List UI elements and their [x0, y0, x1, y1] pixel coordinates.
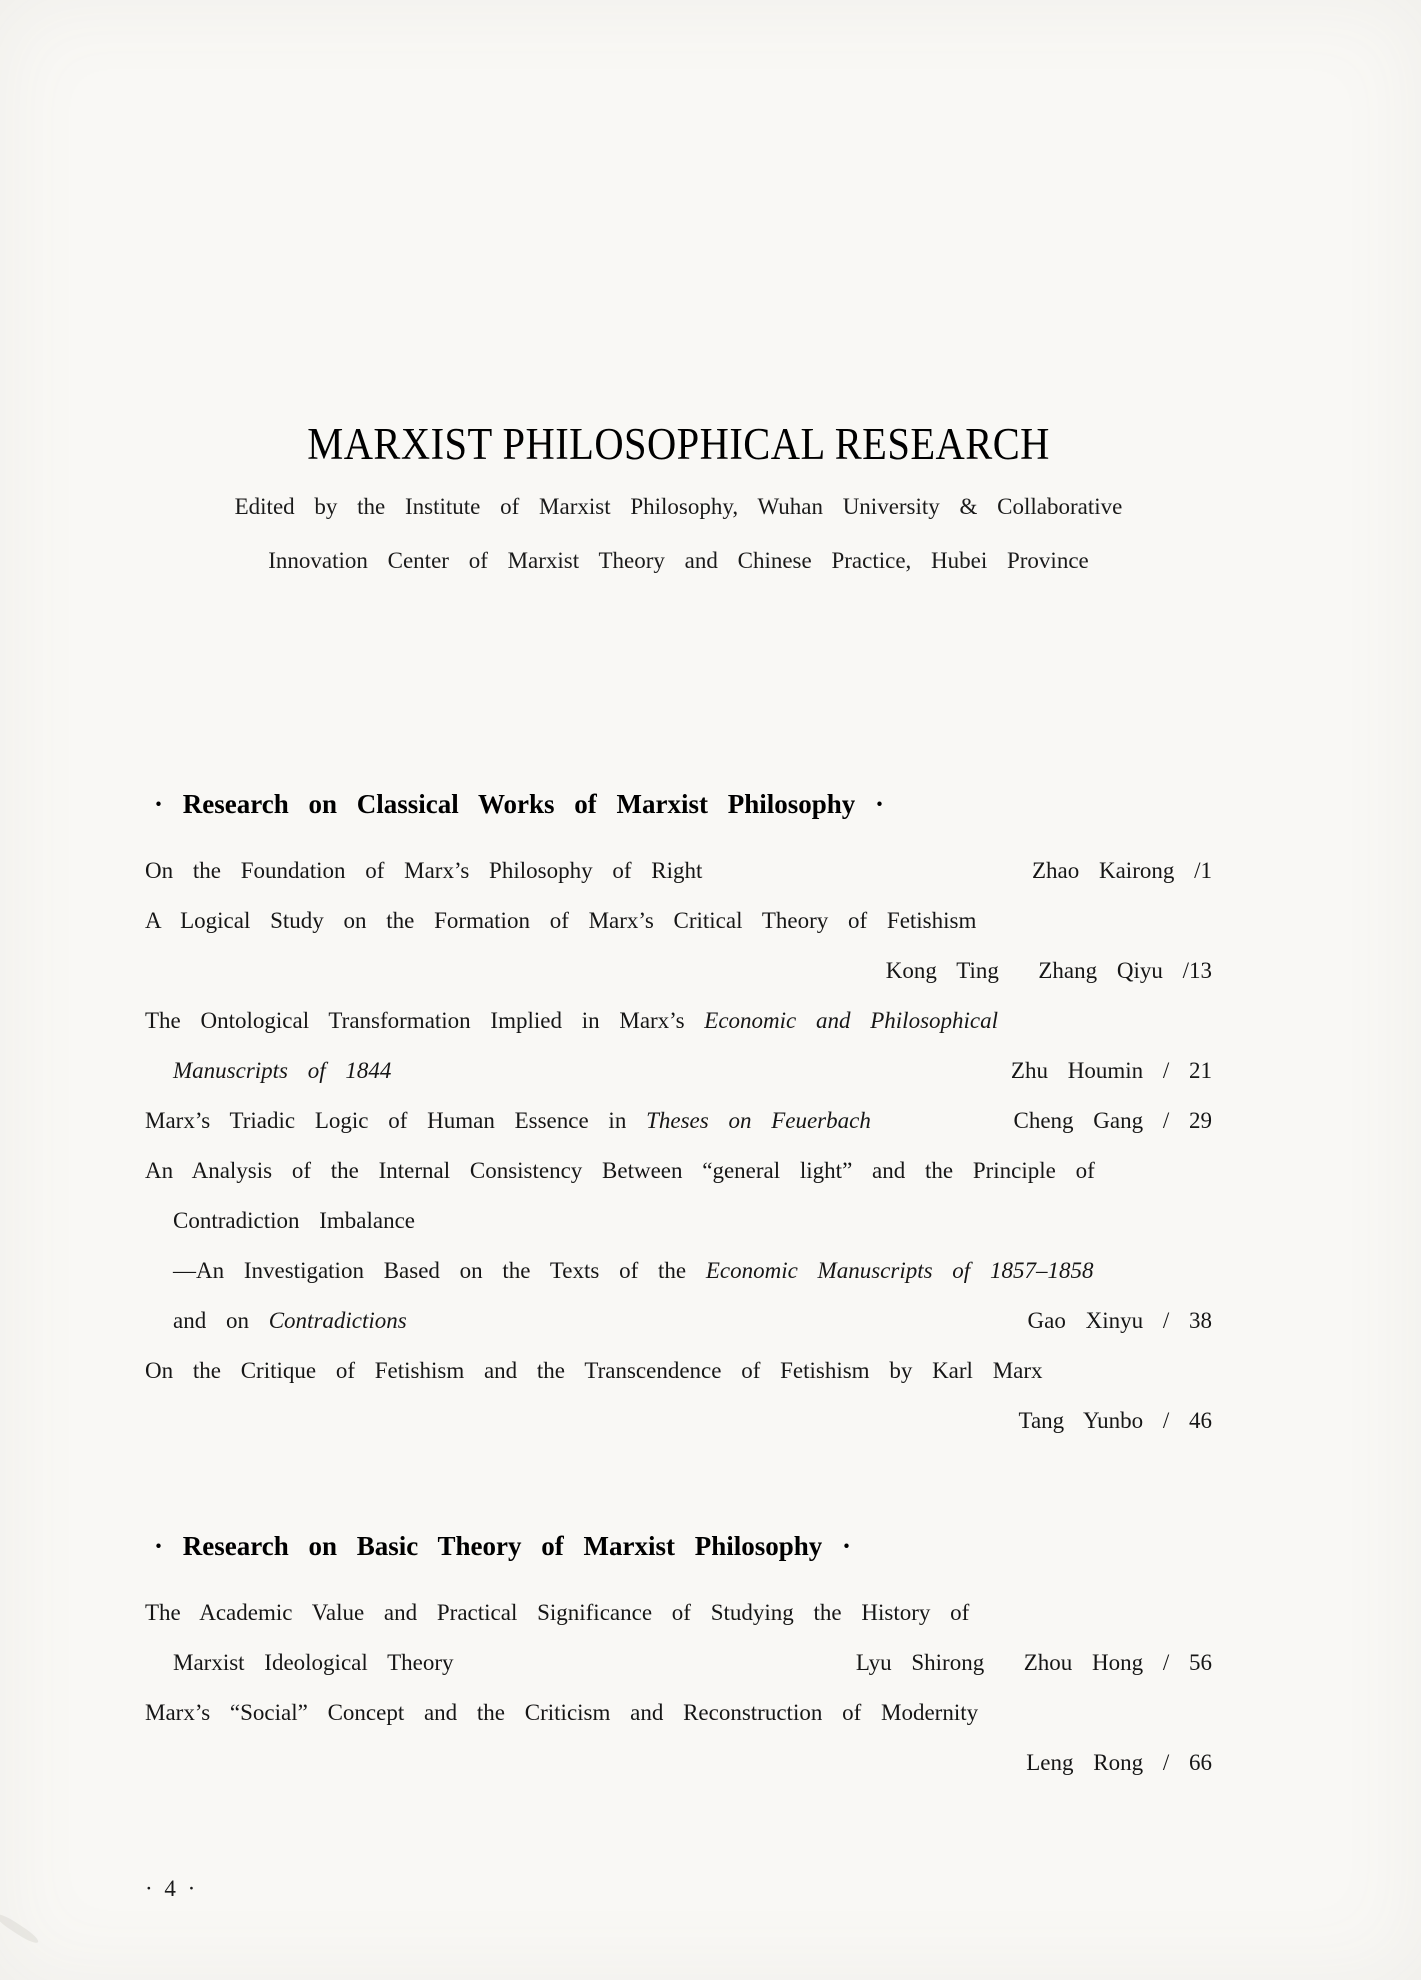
- entry-title: [145, 1146, 1095, 1196]
- toc-line: [145, 1638, 1212, 1688]
- entry-author-page: Leng Rong / 66: [1026, 1750, 1212, 1775]
- entry-text-italic: Contradictions: [268, 1308, 407, 1333]
- section-heading-basic-theory: · Research on Basic Theory of Marxist Philosophy ·: [154, 1531, 852, 1561]
- entry-text-italic: Economic and Philosophical: [704, 1008, 999, 1033]
- entry-title: [145, 1588, 969, 1638]
- entry-title: [145, 996, 998, 1046]
- entry-title: [145, 1688, 978, 1738]
- edited-by: [145, 480, 1212, 588]
- entry-author-page: Kong Ting Zhang Qiyu /13: [885, 958, 1212, 983]
- toc-line: [145, 846, 1212, 896]
- entry-text: and on: [173, 1308, 269, 1333]
- entry-text: On the Foundation of Marx’s Philosophy of Right: [145, 858, 703, 883]
- entry-text: On the Critique of Fetishism and the Transcendence of Fetishism by Karl Marx: [145, 1358, 1043, 1383]
- entry-author-page: Tang Yunbo / 46: [1018, 1408, 1212, 1433]
- edited-by-line-2: Innovation Center of Marxist Theory and Chinese Practice, Hubei Province: [268, 548, 1089, 573]
- entry-title: [145, 1296, 407, 1346]
- entry-title: [145, 1046, 391, 1096]
- toc-line: [145, 1346, 1212, 1396]
- scan-artifact: [0, 1911, 40, 1946]
- page-number: · 4 ·: [145, 1876, 196, 1901]
- entry-text: —An Investigation Based on the Texts of the: [173, 1258, 706, 1283]
- entry-text: Contradiction Imbalance: [173, 1208, 416, 1233]
- toc-line: [145, 1046, 1212, 1096]
- entry-author-page: Zhao Kairong /1: [1031, 858, 1212, 883]
- entry-text: An Analysis of the Internal Consistency Between “general light” and the Principle of: [145, 1158, 1095, 1183]
- entry-title: [145, 896, 976, 946]
- toc-line: [145, 1738, 1212, 1788]
- toc-line: [145, 946, 1212, 996]
- masthead: [145, 420, 1212, 588]
- entry-title: [145, 1096, 871, 1146]
- entry-text-italic: Economic Manuscripts of 1857–1858: [705, 1258, 1094, 1283]
- entry-text-italic: Manuscripts of 1844: [173, 1058, 392, 1083]
- toc-line: [145, 896, 1212, 946]
- journal-title: [145, 420, 1212, 468]
- entry-text-italic: Theses on Feuerbach: [646, 1108, 871, 1133]
- toc-line: [145, 1588, 1212, 1638]
- entry-title: [145, 1196, 415, 1246]
- entry-author-page: Lyu Shirong Zhou Hong / 56: [855, 1650, 1212, 1675]
- entry-text: Marx’s “Social” Concept and the Criticism and Reconstruction of Modernity: [145, 1700, 979, 1725]
- toc-line: [145, 1296, 1212, 1346]
- toc-line: [145, 1688, 1212, 1738]
- toc-line: [145, 996, 1212, 1046]
- toc-line: [145, 1196, 1212, 1246]
- toc-section-classical-works: [145, 846, 1212, 1446]
- entry-text: The Academic Value and Practical Significance of Studying the History of: [145, 1600, 970, 1625]
- toc-section-basic-theory: [145, 1588, 1212, 1788]
- toc-line: [145, 1146, 1212, 1196]
- entry-author-page: Cheng Gang / 29: [1013, 1108, 1212, 1133]
- entry-title: [145, 846, 702, 896]
- toc-line: [145, 1246, 1212, 1296]
- edited-by-line-1: Edited by the Institute of Marxist Philosophy, Wuhan University & Collaborative: [234, 494, 1123, 519]
- journal-title-text: MARXIST PHILOSOPHICAL RESEARCH: [307, 419, 1050, 469]
- section-heading-classical-works: · Research on Classical Works of Marxist Philosophy ·: [154, 789, 885, 819]
- entry-title: [145, 1638, 454, 1688]
- entry-author-page: Gao Xinyu / 38: [1027, 1308, 1212, 1333]
- toc-line: [145, 1396, 1212, 1446]
- toc-line: [145, 1096, 1212, 1146]
- entry-title: [145, 1346, 1043, 1396]
- entry-text: The Ontological Transformation Implied in Marx’s: [145, 1008, 705, 1033]
- entry-title: [145, 1246, 1093, 1296]
- entry-text: Marx’s Triadic Logic of Human Essence in: [145, 1108, 647, 1133]
- entry-text: Marxist Ideological Theory: [173, 1650, 454, 1675]
- entry-author-page: Zhu Houmin / 21: [1010, 1058, 1212, 1083]
- entry-text: A Logical Study on the Formation of Marx’s Critical Theory of Fetishism: [145, 908, 977, 933]
